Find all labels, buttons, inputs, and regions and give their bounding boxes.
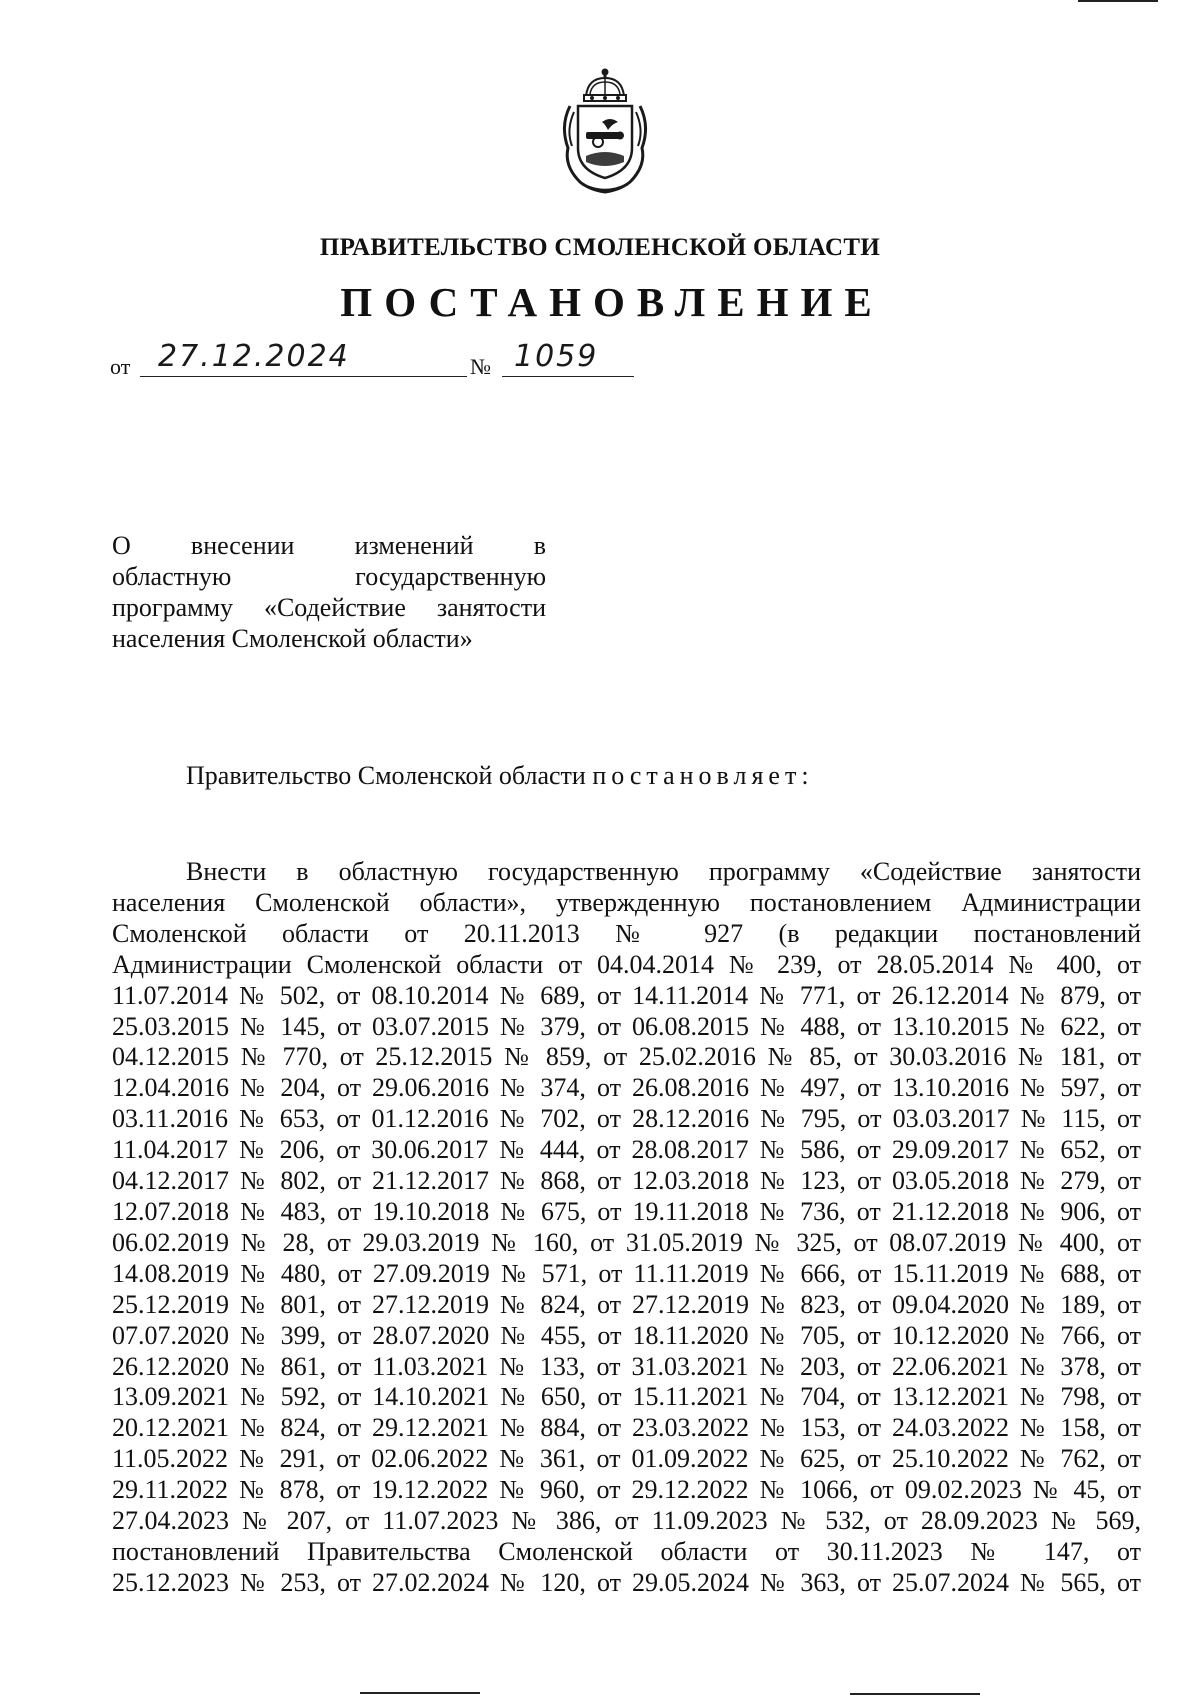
scan-artifact-bottom-left bbox=[360, 1692, 480, 1694]
number-field bbox=[502, 340, 634, 377]
body-line: 11.05.2022 № 291, от 02.06.2022 № 361, от 01.09.2022 № 625, от 25.10.2022 № 762, от bbox=[112, 1444, 1141, 1474]
handwritten-number: 1059 bbox=[514, 339, 599, 374]
body-line: 25.03.2015 № 145, от 03.07.2015 № 379, от 06.08.2015 № 488, от 13.10.2015 № 622, от bbox=[112, 1011, 1141, 1041]
scan-artifact-bottom-right bbox=[850, 1693, 980, 1695]
body-line: 27.04.2023 № 207, от 11.07.2023 № 386, от 11.09.2023 № 532, от 28.09.2023 № 569, bbox=[112, 1506, 1141, 1536]
body-line: 12.07.2018 № 483, от 19.10.2018 № 675, от 19.11.2018 № 736, от 21.12.2018 № 906, от bbox=[112, 1196, 1141, 1226]
body-line: населения Смоленской области», утвержденную постановлением Администрации bbox=[112, 887, 1141, 917]
body-line: 13.09.2021 № 592, от 14.10.2021 № 650, от 15.11.2021 № 704, от 13.12.2021 № 798, от bbox=[112, 1382, 1141, 1412]
body-text bbox=[112, 857, 1141, 1599]
body-line: Смоленской области от 20.11.2013 № 927 (в редакции постановлений bbox=[112, 918, 1141, 948]
date-field bbox=[140, 340, 467, 377]
preamble-verb: постановляет: bbox=[592, 761, 814, 790]
document-type-title: ПОСТАНОВЛЕНИЕ bbox=[340, 279, 884, 325]
date-from-label: от bbox=[110, 354, 131, 379]
subject-line: О внесении изменений в bbox=[112, 531, 546, 560]
date-number-line bbox=[110, 339, 599, 380]
preamble-text: Правительство Смоленской области bbox=[186, 761, 586, 790]
subject-line: областную государственную bbox=[112, 562, 546, 591]
subject-line: населения Смоленской области» bbox=[112, 624, 473, 653]
body-line: 03.11.2016 № 653, от 01.12.2016 № 702, от 28.12.2016 № 795, от 03.03.2017 № 115, от bbox=[112, 1104, 1141, 1134]
body-line: Администрации Смоленской области от 04.04.2014 № 239, от 28.05.2014 № 400, от bbox=[112, 949, 1141, 979]
body-line: 29.11.2022 № 878, от 19.12.2022 № 960, от 29.12.2022 № 1066, от 09.02.2023 № 45, от bbox=[112, 1475, 1141, 1505]
body-line: 20.12.2021 № 824, от 29.12.2021 № 884, от 23.03.2022 № 153, от 24.03.2022 № 158, от bbox=[112, 1413, 1141, 1443]
body-line: 04.12.2017 № 802, от 21.12.2017 № 868, от 12.03.2018 № 123, от 03.05.2018 № 279, от bbox=[112, 1166, 1141, 1196]
body-line: 25.12.2019 № 801, от 27.12.2019 № 824, от 27.12.2019 № 823, от 09.04.2020 № 189, от bbox=[112, 1289, 1141, 1319]
subject-line: программу «Содействие занятости bbox=[112, 593, 546, 622]
body-line: Внести в областную государственную программу «Содействие занятости bbox=[186, 857, 1141, 886]
body-line: 25.12.2023 № 253, от 27.02.2024 № 120, от 29.05.2024 № 363, от 25.07.2024 № 565, от bbox=[112, 1567, 1141, 1597]
coat-of-arms-icon bbox=[550, 66, 660, 196]
number-label: № bbox=[470, 354, 491, 379]
body-line: постановлений Правительства Смоленской области от 30.11.2023 № 147, от bbox=[112, 1536, 1141, 1566]
body-line: 11.07.2014 № 502, от 08.10.2014 № 689, от 14.11.2014 № 771, от 26.12.2014 № 879, от bbox=[112, 980, 1141, 1010]
body-line: 11.04.2017 № 206, от 30.06.2017 № 444, от 28.08.2017 № 586, от 29.09.2017 № 652, от bbox=[112, 1135, 1141, 1165]
organization-name: ПРАВИТЕЛЬСТВО СМОЛЕНСКОЙ ОБЛАСТИ bbox=[319, 234, 881, 261]
body-line: 04.12.2015 № 770, от 25.12.2015 № 859, от 25.02.2016 № 85, от 30.03.2016 № 181, от bbox=[112, 1042, 1141, 1072]
preamble bbox=[186, 761, 814, 791]
body-line: 26.12.2020 № 861, от 11.03.2021 № 133, от 31.03.2021 № 203, от 22.06.2021 № 378, от bbox=[112, 1351, 1141, 1381]
document-subject bbox=[112, 530, 546, 654]
body-line: 06.02.2019 № 28, от 29.03.2019 № 160, от 31.05.2019 № 325, от 08.07.2019 № 400, от bbox=[112, 1227, 1141, 1257]
body-line: 07.07.2020 № 399, от 28.07.2020 № 455, от 18.11.2020 № 705, от 10.12.2020 № 766, от bbox=[112, 1320, 1141, 1350]
body-line: 14.08.2019 № 480, от 27.09.2019 № 571, от 11.11.2019 № 666, от 15.11.2019 № 688, от bbox=[112, 1258, 1141, 1288]
handwritten-date: 27.12.2024 bbox=[158, 339, 350, 374]
body-line: 12.04.2016 № 204, от 29.06.2016 № 374, от 26.08.2016 № 497, от 13.10.2016 № 597, от bbox=[112, 1073, 1141, 1103]
scan-artifact-top bbox=[1078, 0, 1158, 2]
